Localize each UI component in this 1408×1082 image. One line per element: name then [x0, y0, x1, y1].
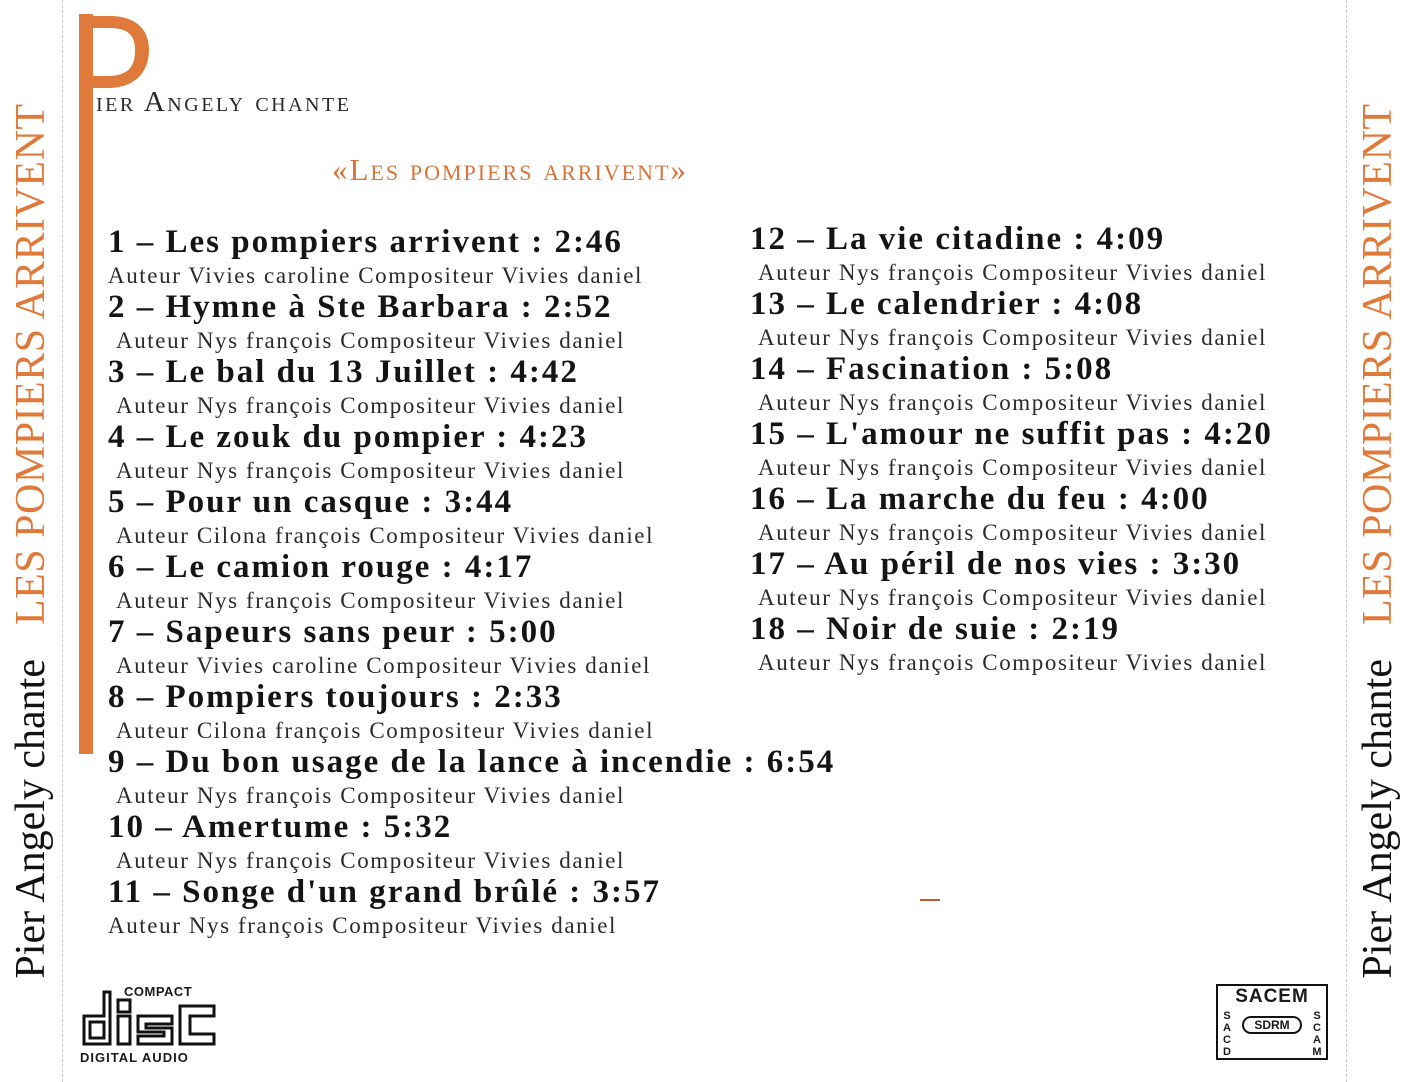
track-title: 1 – Les pompiers arrivent : 2:46 — [108, 224, 623, 260]
spine-title: LES POMPIERS ARRIVENT — [1355, 103, 1401, 625]
track-credit: Auteur Nys françois Compositeur Vivies daniel — [758, 390, 1268, 415]
track-credit: Auteur Nys françois Compositeur Vivies daniel — [758, 455, 1268, 480]
track-title: 5 – Pour un casque : 3:44 — [108, 484, 514, 520]
sacem-top-text: SACEM — [1235, 986, 1309, 1007]
track-credit: Auteur Vivies caroline Compositeur Vivies daniel — [108, 263, 644, 288]
header-rest: ier Angely chante — [96, 86, 352, 118]
track-title: 3 – Le bal du 13 Juillet : 4:42 — [108, 354, 579, 390]
track-6 — [108, 549, 625, 614]
sacem-right-text: SCAM — [1312, 1010, 1322, 1058]
track-credit: Auteur Nys françois Compositeur Vivies daniel — [116, 783, 626, 808]
track-7 — [108, 614, 651, 679]
track-3 — [108, 354, 625, 419]
spine-artist: Pier Angely chante — [1355, 659, 1401, 979]
track-10 — [108, 809, 625, 874]
track-title: 8 – Pompiers toujours : 2:33 — [108, 679, 563, 715]
track-2 — [108, 289, 625, 354]
track-credit: Auteur Nys françois Compositeur Vivies daniel — [758, 260, 1268, 285]
header-text — [96, 86, 351, 119]
track-credit: Auteur Nys françois Compositeur Vivies daniel — [116, 328, 626, 353]
track-16 — [750, 481, 1267, 546]
track-title: 10 – Amertume : 5:32 — [108, 809, 453, 845]
track-title: 4 – Le zouk du pompier : 4:23 — [108, 419, 589, 455]
sacem-center-text: SDRM — [1242, 1016, 1302, 1034]
print-speck — [920, 898, 940, 902]
track-4 — [108, 419, 625, 484]
track-credit: Auteur Nys françois Compositeur Vivies daniel — [108, 913, 618, 938]
track-title: 13 – Le calendrier : 4:08 — [750, 286, 1144, 322]
track-title: 12 – La vie citadine : 4:09 — [750, 221, 1166, 257]
track-credit: Auteur Cilona françois Compositeur Vivies daniel — [116, 523, 655, 548]
track-credit: Auteur Cilona françois Compositeur Vivies daniel — [116, 718, 655, 743]
right-spine-text — [1354, 103, 1402, 978]
track-title: 16 – La marche du feu : 4:00 — [750, 481, 1210, 517]
track-5 — [108, 484, 654, 549]
track-credit: Auteur Nys françois Compositeur Vivies daniel — [758, 650, 1268, 675]
track-title: 9 – Du bon usage de la lance à incendie : 6:54 — [108, 744, 836, 780]
left-spine — [0, 0, 63, 1082]
sacem-logo — [1216, 984, 1328, 1060]
track-credit: Auteur Nys françois Compositeur Vivies daniel — [116, 393, 626, 418]
cd-logo-bottom-text: DIGITAL AUDIO — [80, 1050, 189, 1065]
right-spine — [1346, 0, 1408, 1082]
track-18 — [750, 611, 1267, 676]
cd-logo-top-text: COMPACT — [124, 984, 193, 999]
track-credit: Auteur Nys françois Compositeur Vivies daniel — [116, 848, 626, 873]
track-credit: Auteur Nys françois Compositeur Vivies daniel — [758, 585, 1268, 610]
track-title: 18 – Noir de suie : 2:19 — [750, 611, 1121, 647]
left-spine-text — [7, 103, 55, 978]
compact-disc-logo — [80, 984, 220, 1066]
track-9 — [108, 744, 835, 809]
track-title: 2 – Hymne à Ste Barbara : 2:52 — [108, 289, 613, 325]
sacem-left-text: SACD — [1223, 1010, 1231, 1058]
track-credit: Auteur Nys françois Compositeur Vivies daniel — [116, 588, 626, 613]
track-14 — [750, 351, 1267, 416]
track-credit: Auteur Nys françois Compositeur Vivies daniel — [758, 325, 1268, 350]
track-8 — [108, 679, 654, 744]
album-title: «Les pompiers arrivent» — [332, 152, 688, 187]
track-17 — [750, 546, 1267, 611]
track-title: 6 – Le camion rouge : 4:17 — [108, 549, 534, 585]
track-credit: Auteur Nys françois Compositeur Vivies daniel — [116, 458, 626, 483]
track-11 — [108, 874, 661, 939]
track-title: 17 – Au péril de nos vies : 3:30 — [750, 546, 1242, 582]
track-credit: Auteur Vivies caroline Compositeur Vivies daniel — [116, 653, 652, 678]
track-1 — [108, 224, 643, 289]
track-title: 15 – L'amour ne suffit pas : 4:20 — [750, 416, 1273, 452]
spine-artist: Pier Angely chante — [8, 659, 54, 979]
track-credit: Auteur Nys françois Compositeur Vivies daniel — [758, 520, 1268, 545]
track-title: 11 – Songe d'un grand brûlé : 3:57 — [108, 874, 662, 910]
track-13 — [750, 286, 1267, 351]
spine-title: LES POMPIERS ARRIVENT — [8, 103, 54, 625]
track-title: 14 – Fascination : 5:08 — [750, 351, 1114, 387]
track-title: 7 – Sapeurs sans peur : 5:00 — [108, 614, 558, 650]
track-12 — [750, 221, 1267, 286]
track-15 — [750, 416, 1273, 481]
